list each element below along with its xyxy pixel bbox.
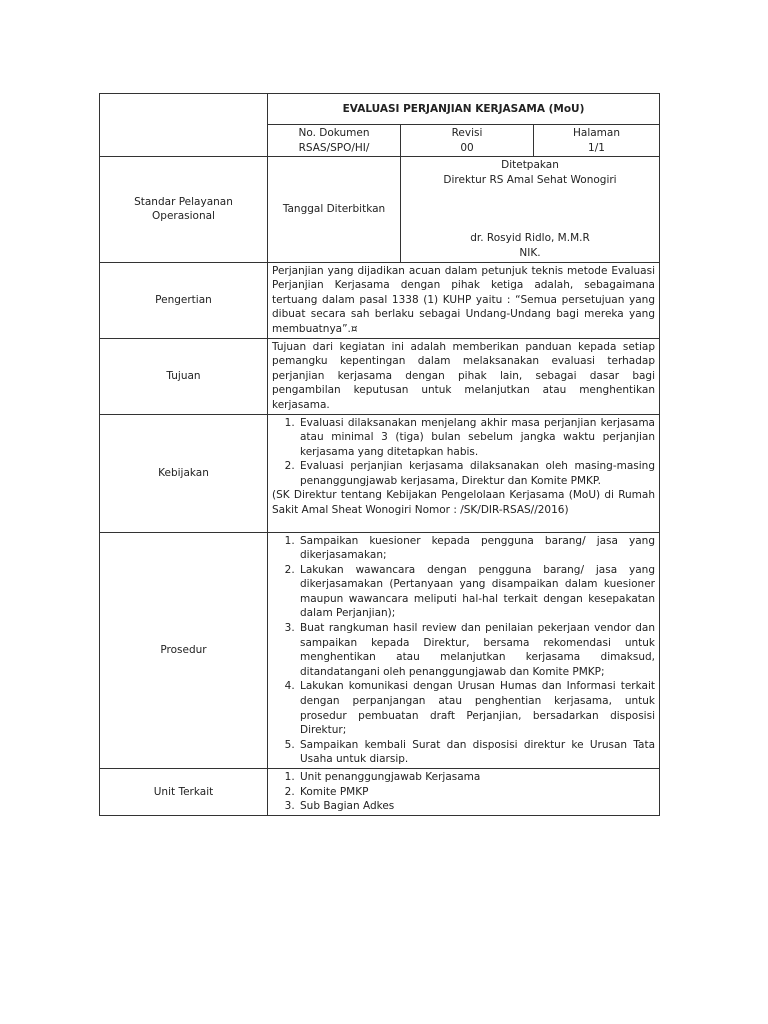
kebijakan-content — [268, 414, 660, 532]
halaman-label: Halaman — [573, 127, 620, 139]
kebijakan-sk-note: (SK Direktur tentang Kebijakan Pengelolaan Kerjasama (MoU) di Rumah Sakit Amal Sheat Wonogiri Nomor : /SK/DIR-RSAS//2016) — [272, 489, 655, 517]
jabatan-text: Direktur RS Amal Sehat Wonogiri — [443, 173, 617, 186]
tujuan-text: Tujuan dari kegiatan ini adalah memberikan panduan kepada setiap pemangku kepentingan dalam melaksanakan evaluasi terhadap perjanjian kerjasama dengan pihak lain, sebagai dasar bagi pengambilan keputusan untuk melanjutkan atau menghentikan kerjasama. — [268, 338, 660, 414]
pengertian-label: Pengertian — [100, 262, 268, 338]
document-title: EVALUASI PERJANJIAN KERJASAMA (MoU) — [268, 94, 660, 125]
tanggal-diterbitkan-cell: Tanggal Diterbitkan — [268, 157, 401, 262]
list-item: 4. Lakukan komunikasi dengan Urusan Humas dan Informasi terkait dengan perpanjangan atau penghentian kerjasama, untuk prosedur pembuatan draft Perjanjian, bersadarkan disposisi Direktur; — [298, 679, 655, 737]
tujuan-label: Tujuan — [100, 338, 268, 414]
ditetapkan-text: Ditetpakan — [501, 159, 559, 172]
list-item: 3. Sub Bagian Adkes — [298, 799, 655, 814]
list-item: 1. Sampaikan kuesioner kepada pengguna barang/ jasa yang dikerjasamakan; — [298, 534, 655, 563]
standar-label-line2: Operasional — [152, 210, 215, 223]
sop-table — [99, 93, 660, 816]
halaman-value: 1/1 — [588, 141, 605, 154]
list-item: 1. Unit penanggungjawab Kerjasama — [298, 770, 655, 785]
no-dokumen-value: RSAS/SPO/HI/ — [298, 141, 370, 154]
standar-label-line1: Standar Pelayanan — [134, 195, 233, 208]
revisi-cell — [401, 125, 534, 157]
list-item: 2. Komite PMKP — [298, 785, 655, 800]
logo-cell — [100, 94, 268, 157]
revisi-label: Revisi — [451, 127, 483, 139]
no-dokumen-label: No. Dokumen — [298, 127, 370, 139]
prosedur-label: Prosedur — [100, 532, 268, 769]
list-item: 2. Evaluasi perjanjian kerjasama dilaksanakan oleh masing-masing penanggungjawab kerjasama, Direktur dan Komite PMKP. — [298, 459, 655, 488]
list-item: 2. Lakukan wawancara dengan pengguna barang/ jasa yang dikerjasamakan (Pertanyaan yang disampaikan dalam kuesioner maupun wawancara meliputi hal-hal terkait dengan kesepakatan dalam Perjanjian); — [298, 563, 655, 621]
nik-text: NIK. — [519, 246, 541, 259]
unit-terkait-list — [272, 770, 655, 814]
standar-label-cell — [100, 157, 268, 262]
prosedur-list — [272, 534, 655, 768]
kebijakan-label: Kebijakan — [100, 414, 268, 532]
nama-direktur: dr. Rosyid Ridlo, M.M.R — [470, 232, 590, 245]
list-item: 5. Sampaikan kembali Surat dan disposisi direktur ke Urusan Tata Usaha untuk diarsip. — [298, 738, 655, 767]
list-item: 3. Buat rangkuman hasil review dan penilaian pekerjaan vendor dan sampaikan kepada Direktur, bersama rekomendasi untuk menghentikan atau melanjutkan kerjasama dimaksud, ditandatangani oleh penanggungjawab dan Komite PMKP; — [298, 621, 655, 679]
unit-terkait-content — [268, 769, 660, 816]
prosedur-content — [268, 532, 660, 769]
list-item: 1. Evaluasi dilaksanakan menjelang akhir masa perjanjian kerjasama atau minimal 3 (tiga) bulan sebelum jangka waktu perjanjian kerjasama yang ditetapkan habis. — [298, 416, 655, 460]
pengertian-text: Perjanjian yang dijadikan acuan dalam petunjuk teknis metode Evaluasi Perjanjian Kerjasama dengan pihak ketiga adalah, sebagaimana tertuang dalam pasal 1338 (1) KUHP yaitu : “Semua persetujuan yang dibuat secara sah berlaku sebagai Undang-Undang bagi mereka yang membuatnya”.¤ — [268, 262, 660, 338]
revisi-value: 00 — [460, 141, 474, 154]
signature-space — [405, 187, 655, 231]
unit-terkait-label: Unit Terkait — [100, 769, 268, 816]
halaman-cell — [534, 125, 660, 157]
kebijakan-list — [272, 416, 655, 489]
no-dokumen-cell — [268, 125, 401, 157]
penetapan-cell — [401, 157, 660, 262]
